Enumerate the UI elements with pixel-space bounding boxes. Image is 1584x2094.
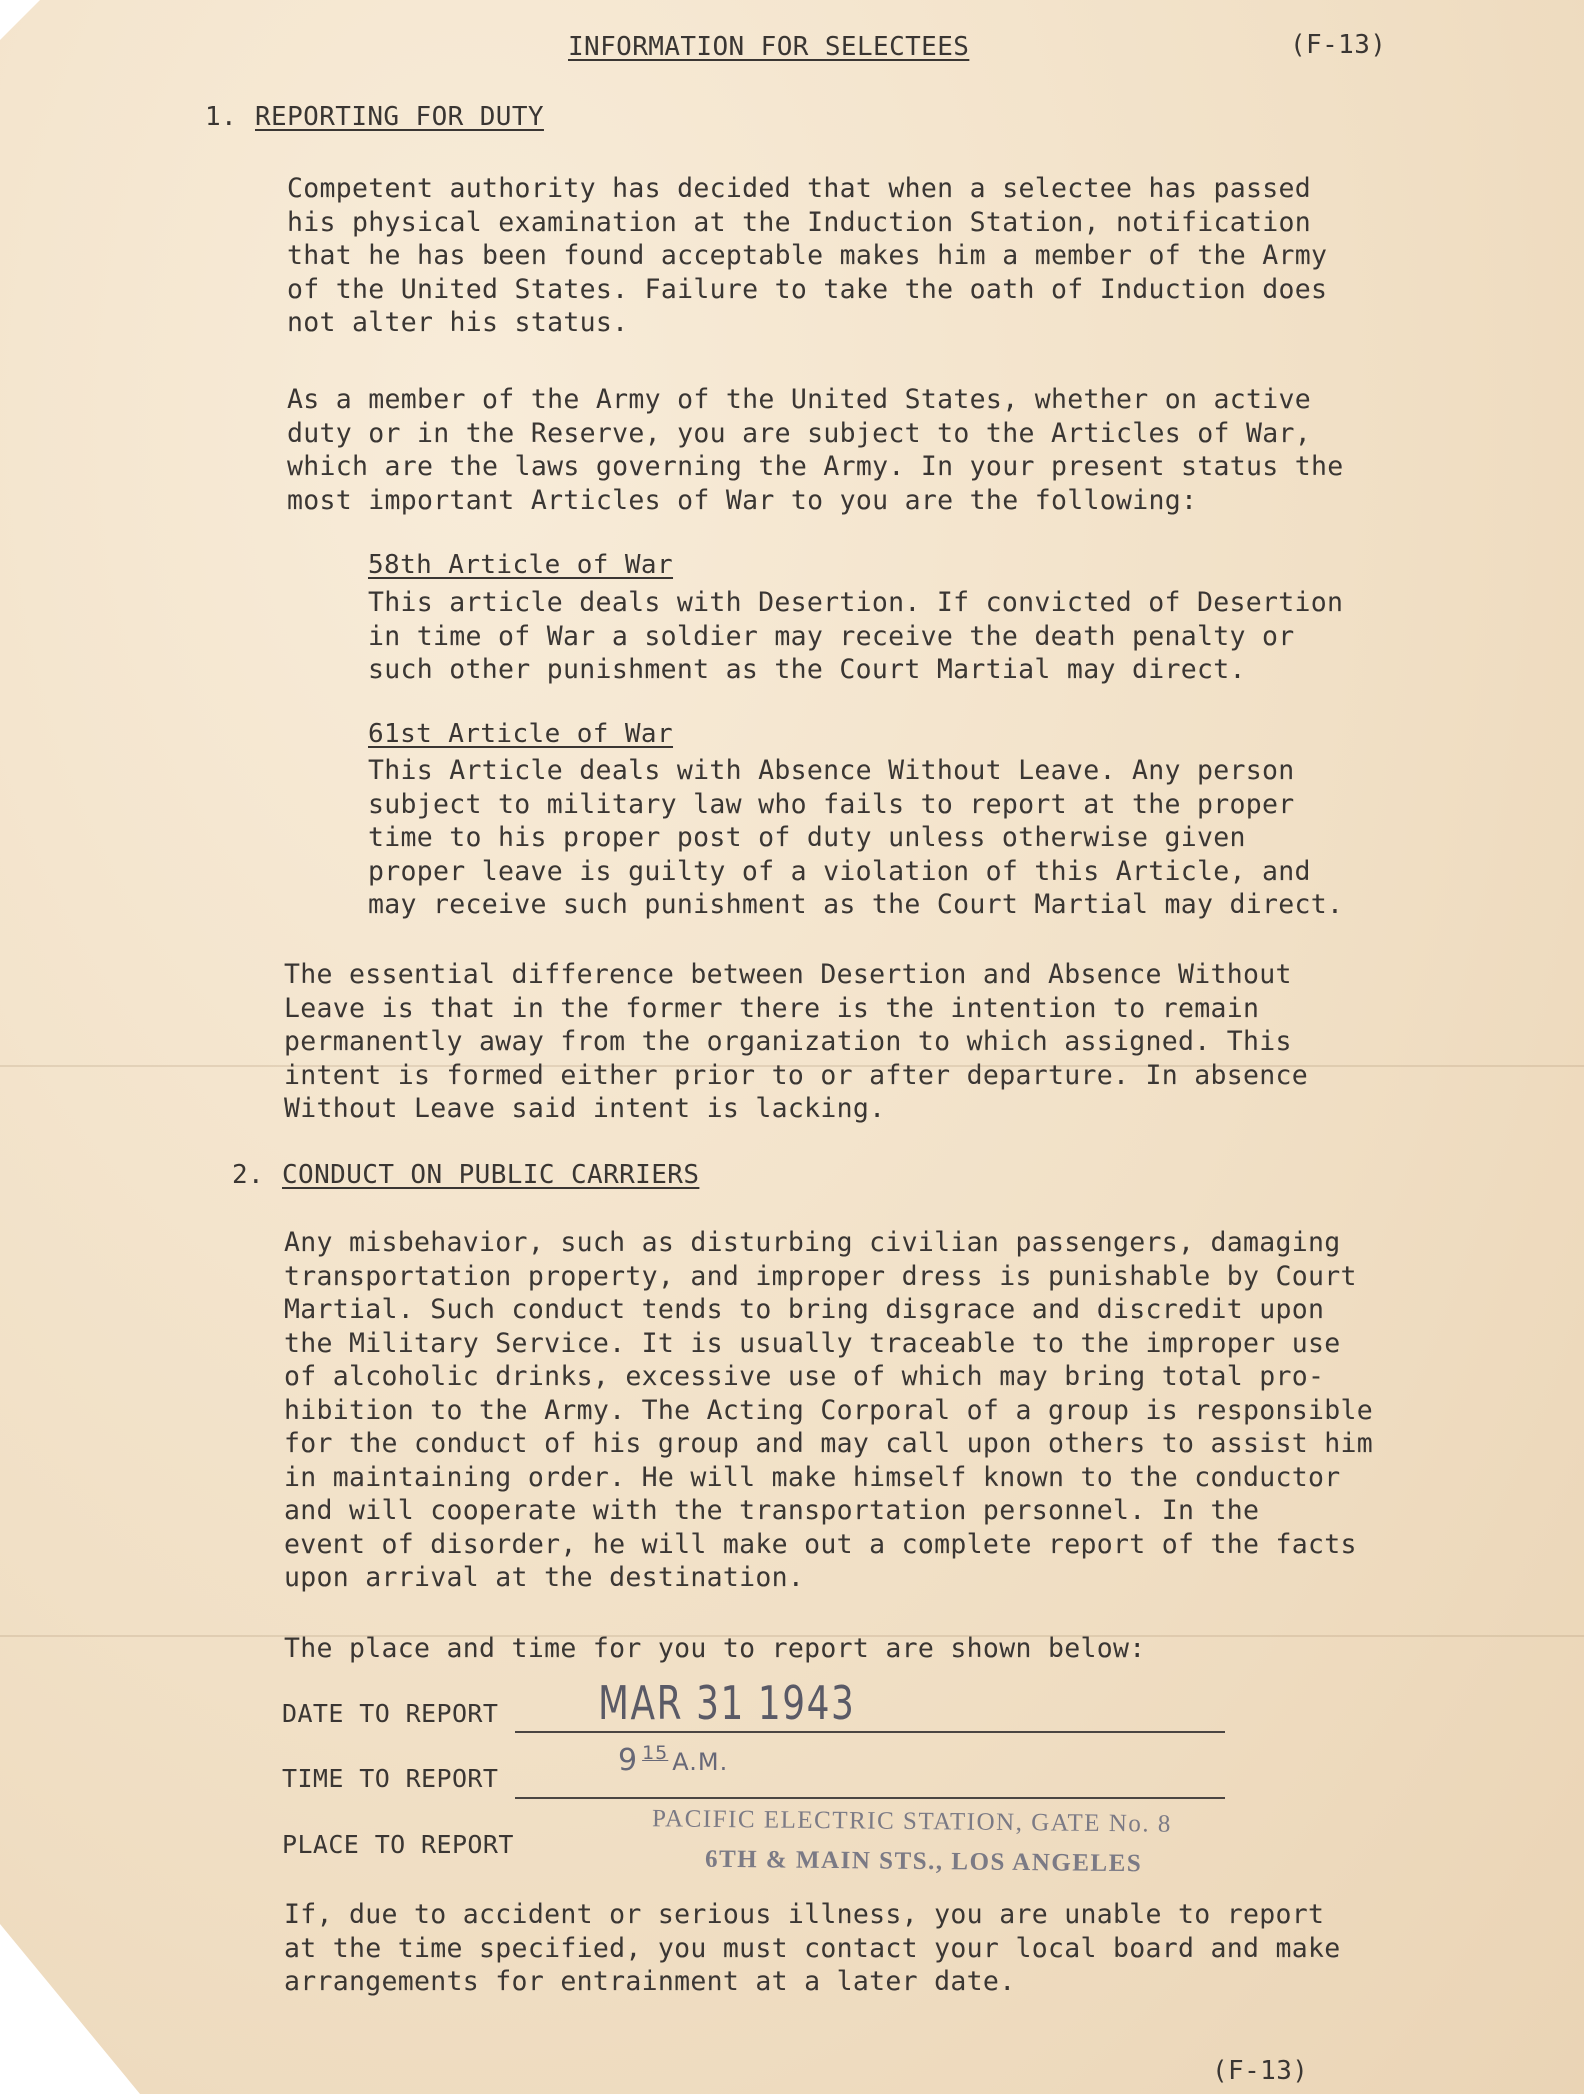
date-underline [515,1731,1225,1733]
time-stamp [618,1742,728,1778]
section-1-paragraph-3: The essential difference between Desertion and Absence Without Leave is that in the former there is the intention to remain permanently away from the organization to which assigned. This intent is formed either prior to or after departure. In absence Without Leave said intent is lacking. [284,959,1309,1124]
section-1-paragraph-2: As a member of the Army of the United States, whether on active duty or in the Reserve, you are subject to the Articles of War, which are the laws governing the Army. In your present status the most important Articles of War to you are the following: [287,384,1344,516]
place-stamp-line-1: PACIFIC ELECTRIC STATION, GATE No. 8 [651,1805,1172,1838]
place-stamp-line-2: 6TH & MAIN STS., LOS ANGELES [704,1845,1143,1878]
closing-paragraph: If, due to accident or serious illness, you are unable to report at the time specified, you must contact your local board and make arrangements for entrainment at a later date. [284,1899,1341,1997]
time-hour: 9 [618,1743,639,1778]
time-suffix: A.M. [672,1748,729,1776]
section-2-heading: CONDUCT ON PUBLIC CARRIERS [282,1160,700,1190]
time-to-report-label: TIME TO REPORT [282,1764,499,1793]
form-code-bottom: (F-13) [1212,2056,1309,2086]
time-minutes: 15 [642,1742,669,1764]
section-2-number: 2. [232,1160,265,1190]
article-61-body: This Article deals with Absence Without Leave. Any person subject to military law who fails to report at the proper time to his proper post of duty unless otherwise given proper leave is guilty of a violation of this Article, and may receive such punishment as the Court Martial may direct. [368,755,1344,920]
section-1-paragraph-1: Competent authority has decided that when a selectee has passed his physical examination at the Induction Station, notification that he has been found acceptable makes him a member of the Army of the United States. Failure to take the oath of Induction does not alter his status. [287,173,1328,338]
section-2-paragraph-1: Any misbehavior, such as disturbing civilian passengers, damaging transportation property, and improper dress is punishable by Court Martial. Such conduct tends to bring disgrace and discredit upon the Military Service. It is usually traceable to the improper use of alcoholic drinks, excessive use of which may bring total pro- hibition to the Army. The Acting Corporal of a group is responsible for the conduct of his group and may call upon others to assist him in maintaining order. He will make himself known to the conductor and will cooperate with the transportation personnel. In the event of disorder, he will make out a complete report of the facts upon arrival at the destination. [284,1227,1374,1593]
date-stamp: MAR 31 1943 [598,1676,856,1730]
form-code-top: (F-13) [1290,30,1387,60]
torn-corner-bottom-left [0,1924,140,2094]
section-1-heading: REPORTING FOR DUTY [255,102,544,132]
torn-corner-top-left [0,0,40,40]
article-58-body: This article deals with Desertion. If convicted of Desertion in time of War a soldier may receive the death penalty or such other punishment as the Court Martial may direct. [368,587,1344,685]
article-58-heading: 58th Article of War [368,550,674,580]
section-1-number: 1. [205,102,238,132]
article-61-heading: 61st Article of War [368,719,674,749]
date-to-report-label: DATE TO REPORT [282,1699,499,1728]
section-2-paragraph-2: The place and time for you to report are shown below: [284,1633,1146,1664]
place-to-report-label: PLACE TO REPORT [282,1830,514,1859]
time-underline [515,1797,1225,1799]
document-title: INFORMATION FOR SELECTEES [568,32,970,62]
